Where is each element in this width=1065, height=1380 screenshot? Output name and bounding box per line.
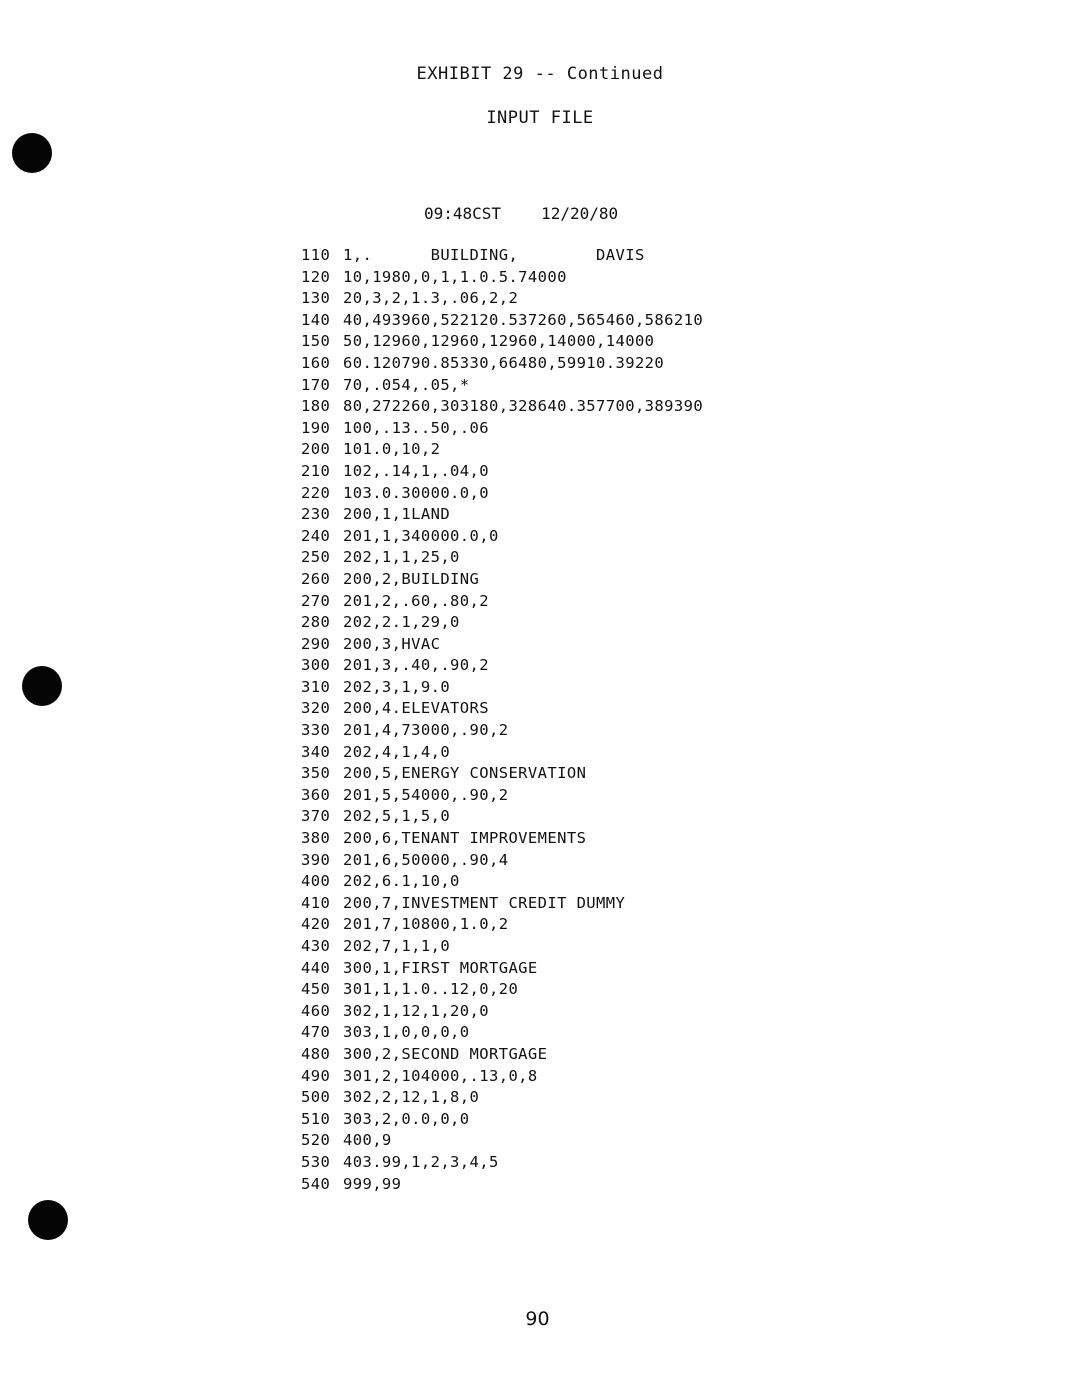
line-number: 460 — [301, 1001, 331, 1020]
listing-line — [301, 310, 703, 332]
line-content: 1,. BUILDING, DAVIS — [343, 246, 645, 264]
line-content: 50,12960,12960,12960,14000,14000 — [343, 332, 655, 351]
line-number: 330 — [301, 721, 331, 740]
line-number: 200 — [301, 440, 331, 459]
listing-line — [301, 677, 703, 699]
listing-line — [301, 720, 703, 742]
line-content: 999,99 — [343, 1174, 402, 1193]
listing-line — [301, 569, 703, 591]
line-number: 140 — [301, 310, 331, 329]
listing-line — [301, 958, 703, 980]
line-content: 202,2.1,29,0 — [343, 613, 460, 632]
line-number: 310 — [301, 677, 331, 696]
line-content: 40,493960,522120.537260,565460,586210 — [343, 310, 704, 329]
line-content: 202,7,1,1,0 — [343, 937, 451, 955]
line-content: 303,1,0,0,0,0 — [343, 1023, 470, 1042]
timestamp-line — [424, 204, 618, 223]
listing-line — [301, 655, 703, 677]
line-content: 201,6,50000,.90,4 — [343, 850, 509, 869]
line-number: 320 — [301, 699, 331, 718]
line-content: 10,1980,0,1,1.0.5.74000 — [343, 267, 567, 286]
listing-line — [301, 439, 703, 461]
listing-line — [301, 353, 703, 375]
listing-line — [301, 461, 703, 483]
line-number: 540 — [301, 1174, 331, 1193]
listing-line — [301, 267, 703, 289]
line-content: 103.0.30000.0,0 — [343, 483, 489, 502]
line-content: 200,1,1LAND — [343, 505, 451, 524]
binder-hole-top — [12, 133, 52, 173]
listing-line — [301, 547, 703, 569]
line-number: 300 — [301, 656, 331, 675]
line-number: 530 — [301, 1152, 331, 1171]
line-content: 200,7,INVESTMENT CREDIT DUMMY — [343, 893, 626, 912]
line-content: 200,5,ENERGY CONSERVATION — [343, 764, 587, 783]
line-number: 370 — [301, 807, 331, 826]
listing-line — [301, 375, 703, 397]
line-content: 301,1,1.0..12,0,20 — [343, 980, 519, 999]
line-number: 120 — [301, 267, 331, 286]
timestamp-time: 09:48CST — [424, 204, 502, 223]
listing-line — [301, 1087, 703, 1109]
line-content: 202,1,1,25,0 — [343, 548, 460, 567]
line-content: 201,2,.60,.80,2 — [343, 591, 489, 610]
listing-line — [301, 742, 703, 764]
line-number: 340 — [301, 742, 331, 761]
input-file-listing — [301, 245, 703, 1195]
line-number: 220 — [301, 483, 331, 502]
line-content: 302,2,12,1,8,0 — [343, 1088, 480, 1107]
listing-line — [301, 893, 703, 915]
line-number: 400 — [301, 872, 331, 891]
line-number: 500 — [301, 1088, 331, 1107]
line-number: 420 — [301, 915, 331, 934]
listing-line — [301, 331, 703, 353]
line-number: 250 — [301, 548, 331, 567]
listing-line — [301, 1044, 703, 1066]
binder-hole-bottom — [28, 1200, 68, 1240]
input-file-title: INPUT FILE — [486, 108, 594, 128]
listing-line — [301, 1001, 703, 1023]
line-content: 20,3,2,1.3,.06,2,2 — [343, 289, 519, 308]
line-content: 60.120790.85330,66480,59910.39220 — [343, 353, 665, 372]
timestamp-date: 12/20/80 — [541, 204, 619, 223]
listing-line — [301, 850, 703, 872]
listing-line — [301, 1066, 703, 1088]
line-content: 403.99,1,2,3,4,5 — [343, 1152, 499, 1171]
line-content: 400,9 — [343, 1131, 392, 1150]
line-content: 200,6,TENANT IMPROVEMENTS — [343, 829, 587, 848]
line-content: 301,2,104000,.13,0,8 — [343, 1066, 538, 1085]
listing-line — [301, 1174, 703, 1196]
page-number: 90 — [525, 1308, 550, 1330]
listing-line — [301, 288, 703, 310]
line-content: 101.0,10,2 — [343, 440, 441, 459]
line-number: 280 — [301, 613, 331, 632]
listing-line — [301, 591, 703, 613]
listing-line — [301, 396, 703, 418]
line-content: 200,4.ELEVATORS — [343, 699, 489, 718]
line-content: 80,272260,303180,328640.357700,389390 — [343, 397, 704, 416]
line-content: 300,1,FIRST MORTGAGE — [343, 958, 538, 977]
listing-line — [301, 526, 703, 548]
listing-line — [301, 1022, 703, 1044]
line-content: 102,.14,1,.04,0 — [343, 461, 489, 480]
line-number: 190 — [301, 418, 331, 437]
line-number: 430 — [301, 937, 331, 955]
listing-line — [301, 483, 703, 505]
listing-line — [301, 634, 703, 656]
listing-line — [301, 936, 703, 958]
line-content: 202,3,1,9.0 — [343, 677, 451, 696]
listing-line — [301, 914, 703, 936]
line-content: 201,1,340000.0,0 — [343, 526, 499, 545]
line-content: 202,5,1,5,0 — [343, 807, 451, 826]
line-content: 201,4,73000,.90,2 — [343, 721, 509, 740]
line-number: 170 — [301, 375, 331, 394]
listing-line — [301, 1109, 703, 1131]
line-content: 201,5,54000,.90,2 — [343, 785, 509, 804]
line-number: 520 — [301, 1131, 331, 1150]
listing-line — [301, 245, 703, 267]
line-number: 490 — [301, 1066, 331, 1085]
line-number: 210 — [301, 461, 331, 480]
line-number: 470 — [301, 1023, 331, 1042]
listing-line — [301, 763, 703, 785]
listing-line — [301, 828, 703, 850]
line-number: 130 — [301, 289, 331, 308]
line-content: 202,4,1,4,0 — [343, 742, 451, 761]
line-content: 300,2,SECOND MORTGAGE — [343, 1044, 548, 1063]
line-number: 510 — [301, 1109, 331, 1128]
line-content: 70,.054,.05,* — [343, 375, 470, 394]
line-number: 110 — [301, 246, 331, 264]
listing-line — [301, 979, 703, 1001]
line-number: 380 — [301, 829, 331, 848]
line-number: 270 — [301, 591, 331, 610]
line-number: 410 — [301, 893, 331, 912]
listing-line — [301, 698, 703, 720]
line-content: 202,6.1,10,0 — [343, 872, 460, 891]
listing-line — [301, 612, 703, 634]
line-number: 390 — [301, 850, 331, 869]
listing-line — [301, 504, 703, 526]
listing-line — [301, 871, 703, 893]
line-number: 180 — [301, 397, 331, 416]
listing-line — [301, 785, 703, 807]
exhibit-title: EXHIBIT 29 -- Continued — [416, 64, 664, 84]
line-content: 201,3,.40,.90,2 — [343, 656, 489, 675]
line-content: 200,3,HVAC — [343, 634, 441, 653]
line-number: 450 — [301, 980, 331, 999]
line-content: 100,.13..50,.06 — [343, 418, 489, 437]
line-number: 360 — [301, 785, 331, 804]
line-number: 260 — [301, 569, 331, 588]
line-number: 160 — [301, 353, 331, 372]
line-content: 200,2,BUILDING — [343, 569, 480, 588]
binder-hole-middle — [22, 666, 62, 706]
line-number: 480 — [301, 1044, 331, 1063]
line-number: 350 — [301, 764, 331, 783]
line-number: 290 — [301, 634, 331, 653]
listing-line — [301, 806, 703, 828]
line-content: 302,1,12,1,20,0 — [343, 1001, 489, 1020]
line-number: 240 — [301, 526, 331, 545]
listing-line — [301, 1152, 703, 1174]
line-number: 150 — [301, 332, 331, 351]
listing-line — [301, 418, 703, 440]
listing-line — [301, 1130, 703, 1152]
line-number: 440 — [301, 958, 331, 977]
line-content: 303,2,0.0,0,0 — [343, 1109, 470, 1128]
line-number: 230 — [301, 505, 331, 524]
line-content: 201,7,10800,1.0,2 — [343, 915, 509, 934]
